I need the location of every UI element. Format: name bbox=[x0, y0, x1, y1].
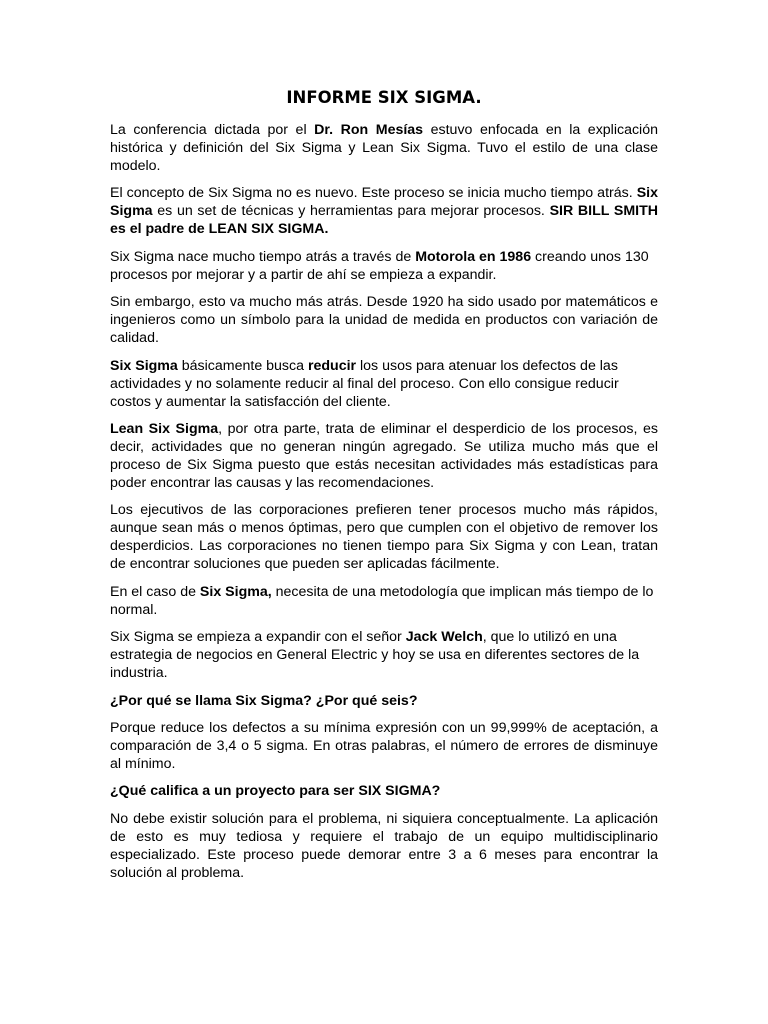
bold-text: Lean Six Sigma bbox=[110, 420, 219, 437]
bold-text: SIR BILL SMITH es el padre de LEAN SIX SIGMA. bbox=[110, 203, 659, 238]
paragraph-text: Porque reduce los defectos a su mínima expresión con un 99,999% de aceptación, a comparación de 3,4 o 5 sigma. En otras palabras, el número de errores de disminuye al mínimo. bbox=[110, 719, 658, 772]
paragraph-text: básicamente busca bbox=[177, 357, 308, 374]
bold-text: Six Sigma bbox=[110, 357, 178, 374]
section-question bbox=[110, 692, 658, 710]
paragraph bbox=[110, 293, 658, 347]
paragraph-text: es un set de técnicas y herramientas para mejorar procesos. bbox=[152, 203, 550, 220]
bold-text: Six Sigma, bbox=[199, 583, 272, 600]
paragraph-text: Los ejecutivos de las corporaciones prefieren tener procesos mucho más rápidos, aunque sean más o menos óptimas, pero que cumplen con el objetivo de remover los desperdicios. Las corporaciones no tienen tiempo para Six Sigma y con Lean, tratan de encontrar soluciones que pueden ser aplicadas fácilmente. bbox=[110, 502, 658, 573]
paragraph-text: Six Sigma se empieza a expandir con el señor bbox=[110, 629, 406, 646]
section-question bbox=[110, 782, 658, 800]
paragraph-text: La conferencia dictada por el bbox=[110, 122, 315, 138]
bold-text: ¿Por qué se llama Six Sigma? ¿Por qué seis? bbox=[110, 692, 418, 709]
paragraph bbox=[110, 420, 658, 492]
paragraph bbox=[110, 628, 658, 682]
paragraph bbox=[110, 357, 658, 411]
paragraph-text: En el caso de bbox=[110, 583, 200, 600]
paragraph bbox=[110, 583, 658, 619]
paragraph-text: Sin embargo, esto va mucho más atrás. Desde 1920 ha sido usado por matemáticos e ingenieros como un símbolo para la unidad de medida en productos con variación de calidad. bbox=[110, 294, 658, 347]
paragraph bbox=[110, 184, 658, 238]
paragraph bbox=[110, 248, 658, 284]
paragraph-text: necesita de una metodología que implican más tiempo de lo normal. bbox=[110, 583, 654, 618]
bold-text: Jack Welch bbox=[405, 629, 483, 646]
paragraph bbox=[110, 121, 658, 175]
paragraph-text: creando unos 130 procesos por mejorar y a partir de ahí se empieza a expandir. bbox=[110, 248, 649, 283]
bold-text: ¿Qué califica a un proyecto para ser SIX SIGMA? bbox=[110, 783, 441, 800]
paragraph-text: No debe existir solución para el problema, ni siquiera conceptualmente. La aplicación de esto es muy tediosa y requiere el trabajo de un equipo multidisciplinario especializado. Este proceso puede demorar entre 3 a 6 meses para encontrar la solución al problema. bbox=[110, 810, 658, 881]
document-body bbox=[110, 121, 658, 891]
paragraph-text: estuvo enfocada en la explicación histórica y definición del Six Sigma y Lean Six Sigma. Tuvo el estilo de una clase modelo. bbox=[110, 122, 658, 174]
paragraph-text: El concepto de Six Sigma no es nuevo. Este proceso se inicia mucho tiempo atrás. bbox=[110, 185, 637, 202]
paragraph bbox=[110, 810, 658, 882]
paragraph-text: , que lo utilizó en una estrategia de negocios en General Electric y hoy se usa en diferentes sectores de la industria. bbox=[110, 629, 640, 682]
paragraph bbox=[110, 501, 658, 573]
paragraph-text: Six Sigma nace mucho tiempo atrás a través de bbox=[110, 248, 416, 265]
document-title: INFORME SIX SIGMA. bbox=[286, 88, 482, 107]
paragraph-text: , por otra parte, trata de eliminar el desperdicio de los procesos, es decir, actividades que no generan ningún agregado. Se utiliza mucho más que el proceso de Six Sigma puesto que estás necesitan actividades más estadísticas para poder encontrar las causas y las recomendaciones. bbox=[110, 420, 659, 491]
bold-text: Dr. Ron Mesías bbox=[314, 122, 424, 138]
bold-text: reducir bbox=[307, 357, 357, 374]
paragraph bbox=[110, 719, 658, 773]
paragraph-text: los usos para atenuar los defectos de las actividades y no solamente reducir al final del proceso. Con ello consigue reducir costos y aumentar la satisfacción del cliente. bbox=[110, 357, 619, 410]
bold-text: Six Sigma bbox=[110, 185, 658, 220]
bold-text: Motorola en 1986 bbox=[415, 248, 532, 265]
